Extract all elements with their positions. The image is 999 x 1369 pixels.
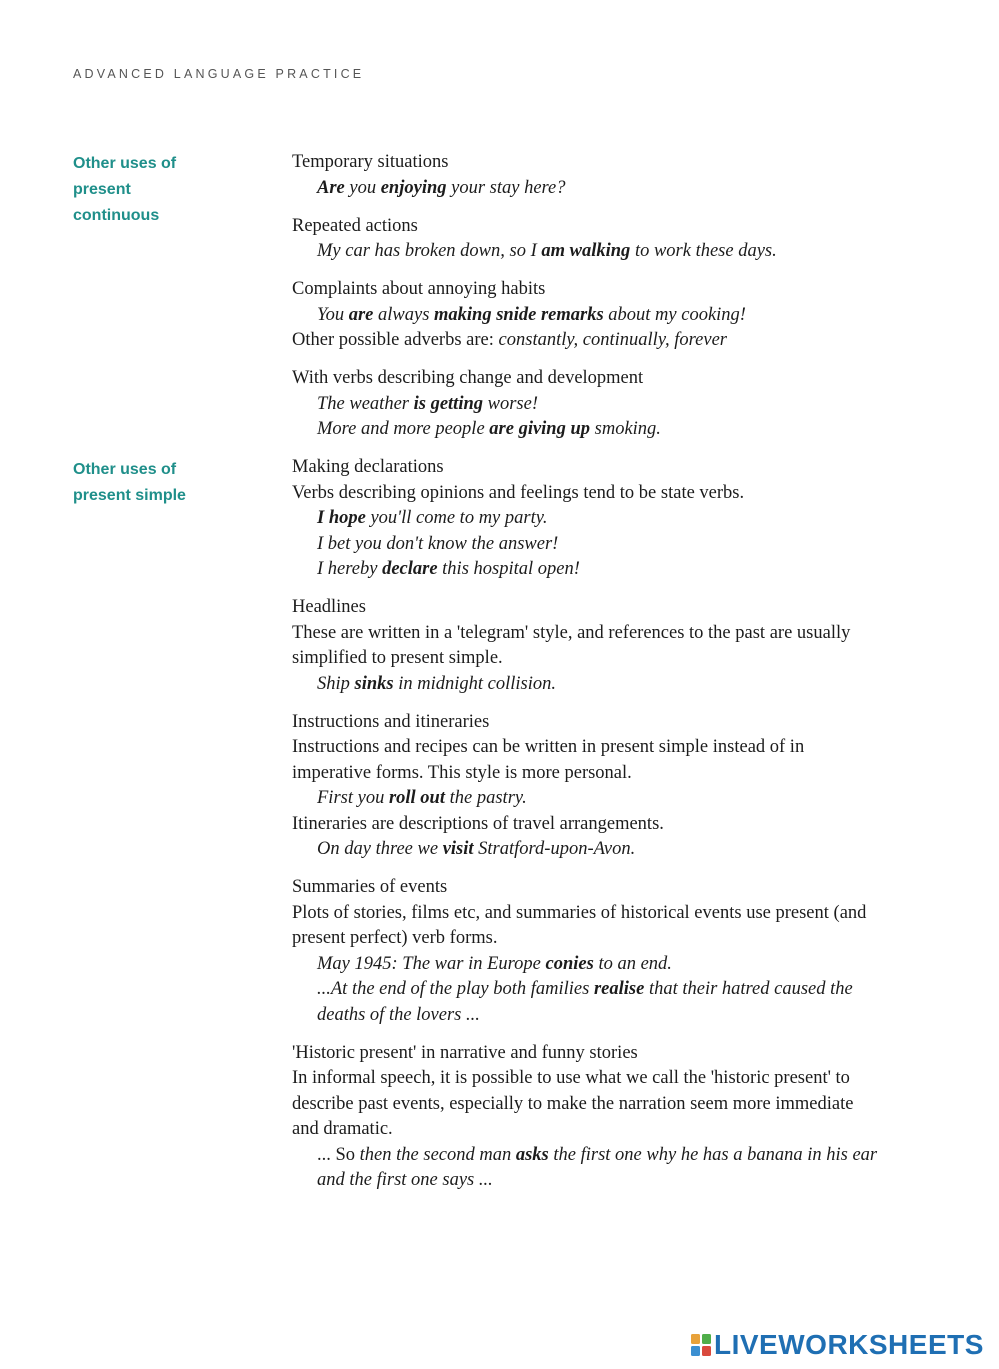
highlight: I hope xyxy=(317,508,366,528)
section-heading: 'Historic present' in narrative and funny stories xyxy=(292,1042,638,1063)
highlight: enjoying xyxy=(380,177,447,198)
running-head: ADVANCED LANGUAGE PRACTICE xyxy=(73,67,365,81)
section-heading: Repeated actions xyxy=(292,215,418,236)
body-line: simplified to present simple. xyxy=(292,648,503,668)
section-heading: Summaries of events xyxy=(292,877,448,897)
section-heading: Instructions and itineraries xyxy=(292,711,490,732)
body-line: Plots of stories, films etc, and summaries of historical events use present (and xyxy=(292,902,867,923)
example-text: this hospital open! xyxy=(437,559,580,579)
example-text: You xyxy=(317,304,349,325)
body-line xyxy=(292,328,952,354)
example-line xyxy=(292,176,952,202)
logo-square-e xyxy=(702,1346,711,1356)
example-text: always xyxy=(373,304,435,325)
example-text: ... So xyxy=(317,1144,360,1165)
example-text: that their hatred caused the xyxy=(644,979,853,999)
example-line xyxy=(292,557,952,583)
highlight: making snide remarks xyxy=(434,304,604,325)
example-text: My car has broken down, so I xyxy=(317,241,542,261)
example-line: I bet you don't know the answer! xyxy=(317,533,559,554)
liveworksheets-brand[interactable] xyxy=(690,1329,984,1361)
example-text: to work these days. xyxy=(630,241,777,261)
example-line: deaths of the lovers ... xyxy=(317,1004,480,1025)
section-heading: Making declarations xyxy=(292,457,444,477)
example-line xyxy=(292,1143,952,1169)
brand-name: LIVEWORKSHEETS xyxy=(714,1329,984,1360)
sidenote-line: Other uses of xyxy=(73,155,177,172)
body-line: and dramatic. xyxy=(292,1119,393,1139)
section-heading: With verbs describing change and development xyxy=(292,368,644,388)
example-line xyxy=(292,239,952,265)
highlight: sinks xyxy=(354,673,394,694)
example-text: the first one why he has a banana in his ear xyxy=(548,1144,878,1165)
adverb-list: constantly, continually, forever xyxy=(498,330,727,350)
logo-square-l xyxy=(691,1334,700,1344)
section-summaries xyxy=(292,875,952,1028)
example-text: you xyxy=(344,177,381,198)
example-line xyxy=(292,977,952,1003)
example-text: in midnight collision. xyxy=(393,673,556,694)
example-text: Stratford-upon-Avon. xyxy=(473,839,636,859)
highlight: roll out xyxy=(388,788,445,808)
example-line xyxy=(292,837,952,863)
example-text: smoking. xyxy=(590,419,661,439)
highlight: conies xyxy=(545,953,594,974)
body-line: These are written in a 'telegram' style, and references to the past are usually xyxy=(292,622,851,643)
highlight: declare xyxy=(382,559,438,579)
section-headlines xyxy=(292,595,952,697)
example-line xyxy=(292,506,952,532)
section-historic-present xyxy=(292,1041,952,1194)
highlight: asks xyxy=(515,1144,549,1165)
section-change-development xyxy=(292,366,952,443)
example-line xyxy=(292,786,952,812)
body-line: Verbs describing opinions and feelings tend to be state verbs. xyxy=(292,482,745,503)
section-repeated-actions xyxy=(292,214,952,265)
body-line: Instructions and recipes can be written in present simple instead of in xyxy=(292,737,805,757)
section-heading: Complaints about annoying habits xyxy=(292,279,546,299)
sidenote-line: present xyxy=(73,181,131,198)
highlight: is getting xyxy=(413,393,483,414)
example-line xyxy=(292,303,952,329)
example-text: I hereby xyxy=(317,559,383,579)
body-text: Other possible adverbs are: xyxy=(292,330,499,350)
example-text: the pastry. xyxy=(445,788,527,808)
liveworksheets-logo-icon xyxy=(690,1333,712,1357)
example-line: and the first one says ... xyxy=(317,1170,493,1190)
highlight: visit xyxy=(442,839,474,859)
highlight: am walking xyxy=(541,241,631,261)
main-content xyxy=(292,150,952,1206)
example-text: On day three we xyxy=(317,839,443,859)
example-text: Ship xyxy=(317,673,355,694)
example-text: ...At the end of the play both families xyxy=(317,979,594,999)
section-heading: Headlines xyxy=(292,597,366,617)
section-instructions xyxy=(292,710,952,863)
example-line xyxy=(292,672,952,698)
sidenote-line: continuous xyxy=(73,207,160,224)
body-line: Itineraries are descriptions of travel arrangements. xyxy=(292,813,664,834)
highlight: realise xyxy=(593,979,645,999)
body-line: imperative forms. This style is more personal. xyxy=(292,762,632,783)
sidenote-present-simple xyxy=(73,457,213,509)
logo-square-v xyxy=(691,1346,700,1356)
logo-square-i xyxy=(702,1334,711,1344)
example-line xyxy=(292,392,952,418)
section-declarations xyxy=(292,455,952,583)
example-text: about my cooking! xyxy=(603,304,746,325)
body-line: describe past events, especially to make the narration seem more immediate xyxy=(292,1093,854,1114)
example-line xyxy=(292,952,952,978)
example-text: First you xyxy=(317,788,389,808)
section-temporary-situations xyxy=(292,150,952,201)
body-line: In informal speech, it is possible to use what we call the 'historic present' to xyxy=(292,1068,850,1088)
example-line xyxy=(292,417,952,443)
section-heading: Temporary situations xyxy=(292,152,449,172)
example-text: May 1945: The war in Europe xyxy=(317,953,546,974)
highlight: Are xyxy=(317,177,345,198)
example-text: The weather xyxy=(317,393,414,414)
highlight: are xyxy=(348,304,374,325)
example-text: your stay here? xyxy=(446,177,566,198)
example-text: More and more people xyxy=(317,419,490,439)
sidenote-present-continuous xyxy=(73,151,223,229)
body-line: present perfect) verb forms. xyxy=(292,928,498,948)
section-complaints xyxy=(292,277,952,354)
example-text: worse! xyxy=(483,393,538,414)
highlight: are giving up xyxy=(489,419,591,439)
sidenote-line: Other uses of xyxy=(73,461,177,478)
sidenote-line: present simple xyxy=(73,487,186,504)
example-text: to an end. xyxy=(593,953,672,974)
example-text: you'll come to my party. xyxy=(365,508,548,528)
example-text: then the second man xyxy=(359,1144,516,1165)
